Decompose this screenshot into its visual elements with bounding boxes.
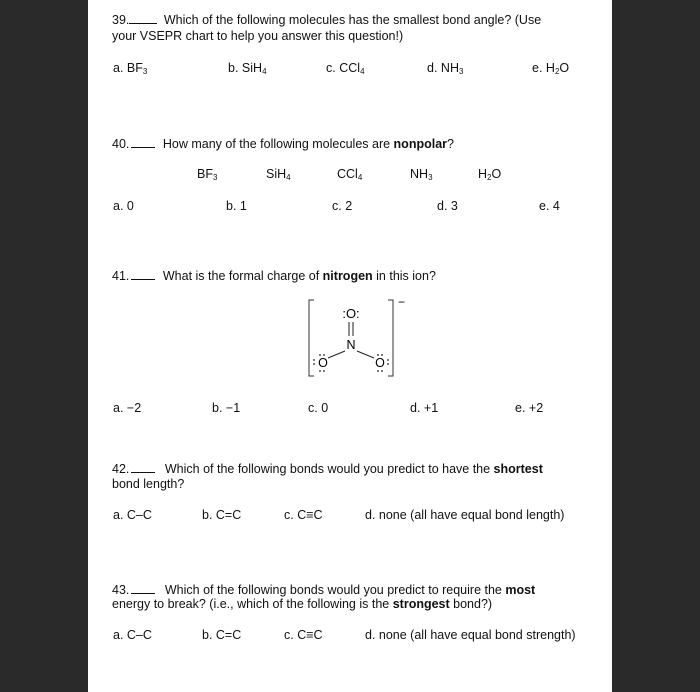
q39-text-line2: your VSEPR chart to help you answer this question!) xyxy=(112,29,404,43)
q43-number: 43. xyxy=(112,583,130,597)
atom-oxygen-right: O xyxy=(375,356,385,370)
q42-option-a: a. C–C xyxy=(113,508,152,522)
right-bracket xyxy=(388,300,393,376)
q40-molecule-nh3: $NH_3$ xyxy=(410,167,433,182)
q40-number: 40. xyxy=(112,137,130,151)
q41-option-e: e. +2 xyxy=(515,401,544,415)
q41-option-d: d. +1 xyxy=(410,401,439,415)
q41-answer-blank[interactable] xyxy=(131,268,155,280)
q40-option-a: a. 0 xyxy=(113,199,134,213)
q40-molecule-bf3: $BF_3$ xyxy=(197,167,218,182)
q40-molecule-ccl4: CCl$_4$ xyxy=(337,167,363,182)
q43-stem-line2: energy to break? (i.e., which of the following is the strongest bond?) xyxy=(112,597,493,611)
q42-option-c: c. C≡C xyxy=(284,508,323,522)
q40-option-b: b. 1 xyxy=(226,199,247,213)
q40-option-c: c. 2 xyxy=(332,199,353,213)
q40-molecule-sih4: SiH$_4$ xyxy=(266,167,291,182)
q41-option-b: b. −1 xyxy=(212,401,241,415)
ion-charge: − xyxy=(398,295,406,309)
nitrite-lewis-structure xyxy=(298,294,410,380)
q43-answer-blank[interactable] xyxy=(131,582,155,594)
q43-option-d: d. none (all have equal bond strength) xyxy=(365,628,576,642)
q42-option-d: d. none (all have equal bond length) xyxy=(365,508,565,522)
q39-number: 39. xyxy=(112,13,130,27)
q39-option-b: b. SiH$_4$ xyxy=(228,61,267,76)
q41-stem: 41. What is the formal charge of nitrogen in this ion? xyxy=(112,269,436,283)
q42-text-line2: bond length? xyxy=(112,477,185,491)
q40-option-e: e. 4 xyxy=(539,199,560,213)
q43-option-a: a. C–C xyxy=(113,628,152,642)
q41-option-a: a. −2 xyxy=(113,401,142,415)
q40-option-d: d. 3 xyxy=(437,199,458,213)
single-bond-right xyxy=(357,351,374,358)
worksheet-page xyxy=(88,0,612,692)
atom-oxygen-top: :O: xyxy=(342,306,360,321)
q43-option-b: b. C=C xyxy=(202,628,242,642)
q42-stem-line1: 42. Which of the following bonds would you predict to have the shortest xyxy=(112,462,543,476)
atom-nitrogen: N xyxy=(346,338,356,352)
q39-answer-blank[interactable] xyxy=(129,12,157,24)
q40-answer-blank[interactable] xyxy=(131,136,155,148)
q39-text-line1: Which of the following molecules has the smallest bond angle? (Use xyxy=(163,13,542,27)
single-bond-left xyxy=(328,351,345,358)
q42-option-b: b. C=C xyxy=(202,508,242,522)
q39-option-d: d. $NH_3$ xyxy=(427,61,464,76)
q39-option-c: c. CCl$_4$ xyxy=(326,61,365,76)
left-bracket xyxy=(309,300,314,376)
q39-option-a: a. $BF_3$ xyxy=(113,61,148,76)
q40-molecule-h2o: $H_2O$ xyxy=(478,167,502,182)
q42-answer-blank[interactable] xyxy=(131,461,155,473)
atom-oxygen-left: O xyxy=(318,356,328,370)
q41-number: 41. xyxy=(112,269,130,283)
q39-stem-line1 xyxy=(112,12,541,28)
q43-option-c: c. C≡C xyxy=(284,628,323,642)
q42-number: 42. xyxy=(112,462,130,476)
q39-option-e: e. $H_2O$ xyxy=(532,61,570,76)
q41-option-c: c. 0 xyxy=(308,401,329,415)
q43-stem-line1: 43. Which of the following bonds would you predict to require the most xyxy=(112,583,536,597)
q40-stem: 40. How many of the following molecules are nonpolar? xyxy=(112,137,454,151)
